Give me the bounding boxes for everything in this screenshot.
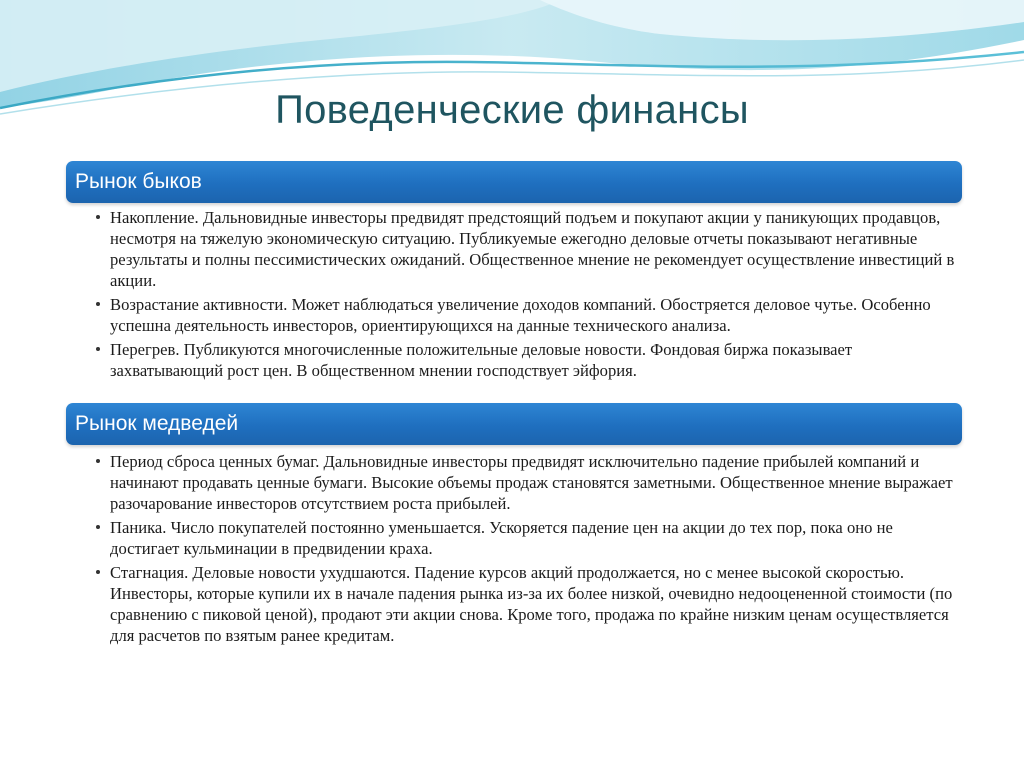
- bullet-icon: [96, 459, 100, 463]
- list-item: [86, 207, 966, 291]
- bullet-icon: [96, 302, 100, 306]
- list-item-text: Перегрев. Публикуются многочисленные положительные деловые новости. Фондовая биржа показывает захватывающий рост цен. В общественном мнении господствует эйфория.: [110, 340, 853, 380]
- bullet-icon: [96, 215, 100, 219]
- list-item: [86, 339, 966, 381]
- list-item: [86, 294, 966, 336]
- list-item-text: Возрастание активности. Может наблюдаться увеличение доходов компаний. Обостряется деловое чутье. Особенно успешна деятельность инвесторов, ориентирующихся на данные технического анализа.: [110, 295, 931, 335]
- list-item: [86, 517, 966, 559]
- bullet-icon: [96, 525, 100, 529]
- list-item: [86, 562, 966, 646]
- list-item-text: Стагнация. Деловые новости ухудшаются. Падение курсов акций продолжается, но с менее высокой скоростью. Инвесторы, которые купили их в начале падения рынка из-за их более низкой, очевидно недооцененной стоимости (по сравнению с пиковой ценой), продают эти акции снова. Кроме того, продажа по крайне низким ценам осуществляется для расчетов по взятым ранее кредитам.: [110, 563, 953, 645]
- bullet-icon: [96, 347, 100, 351]
- section-header-bull-market: Рынок быков: [66, 161, 962, 203]
- list-item: [86, 451, 966, 514]
- list-item-text: Период сброса ценных бумаг. Дальновидные инвесторы предвидят исключительно падение прибылей компаний и начинают продавать ценные бумаги. Высокие объемы продаж становятся заметными. Общественное мнение выражает разочарование инвесторов отсутствием роста прибылей.: [110, 452, 953, 513]
- section-header-bear-market: Рынок медведей: [66, 403, 962, 445]
- list-item-text: Накопление. Дальновидные инвесторы предвидят предстоящий подъем и покупают акции у паникующих продавцов, несмотря на тяжелую экономическую ситуацию. Публикуемые ежегодно деловые отчеты показывают негативные результаты и полны пессимистических ожиданий. Общественное мнение не рекомендует осуществление инвестиций в акции.: [110, 208, 955, 290]
- bear-market-list: [86, 451, 966, 649]
- bull-market-list: [86, 207, 966, 384]
- bullet-icon: [96, 570, 100, 574]
- list-item-text: Паника. Число покупателей постоянно уменьшается. Ускоряется падение цен на акции до тех пор, пока оно не достигает кульминации в предвидении краха.: [110, 518, 893, 558]
- page-title: Поведенческие финансы: [275, 88, 749, 132]
